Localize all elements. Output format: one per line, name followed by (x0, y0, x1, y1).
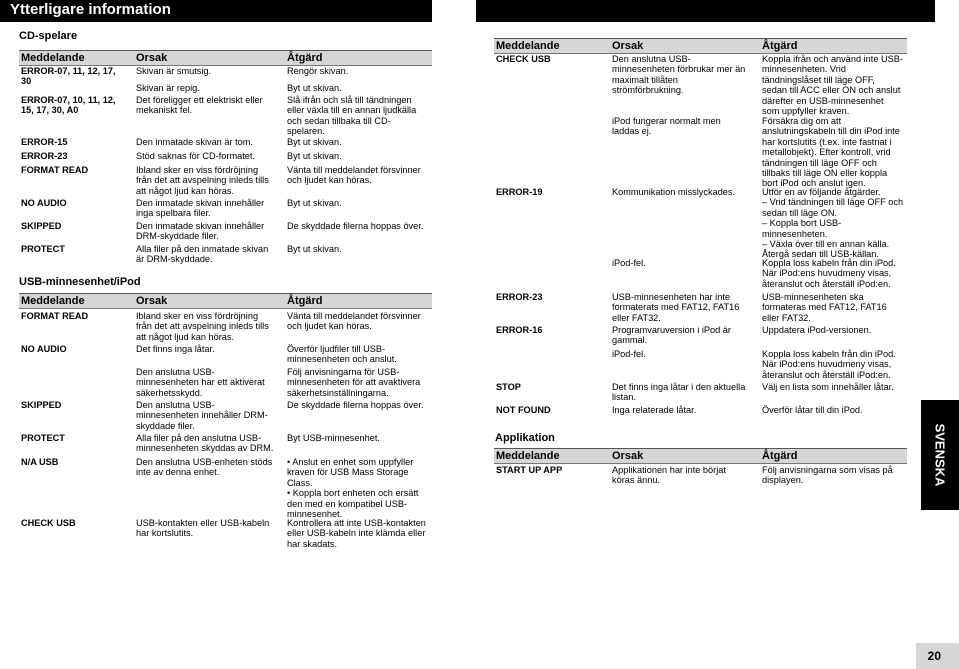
usb-table-header (19, 293, 432, 308)
row-action: tillbaks till läge ON eller koppla (762, 168, 888, 178)
row-message: ERROR-07, 10, 11, 12, (21, 95, 116, 105)
cd-table-header (19, 50, 432, 65)
row-cause: USB-minnesenheten har inte (612, 292, 730, 302)
row-cause: Ibland sker en viss fördröjning (136, 165, 259, 175)
row-action: • Koppla bort enheten och ersätt (287, 488, 419, 499)
row-cause: Applikationen har inte börjat (612, 465, 726, 475)
row-action: som uppfyller kraven. (762, 106, 850, 116)
row-message: NO AUDIO (21, 198, 67, 208)
row-action: bort iPod och anslut igen. (762, 178, 866, 189)
row-cause: minnesenheten skyddas av DRM. (136, 443, 274, 454)
row-message: SKIPPED (21, 221, 62, 231)
page-number: 20 (927, 649, 941, 663)
row-action: De skyddade filerna hoppas över. (287, 221, 424, 231)
app-header-rule (494, 463, 907, 464)
row-cause: Den inmatade skivan innehåller (136, 221, 265, 231)
column-header-action: Åtgärd (762, 40, 798, 52)
row-action: Byt ut skivan. (287, 244, 342, 254)
row-cause: iPod fungerar normalt men (612, 116, 721, 126)
row-action: Överför låtar till din iPod. (762, 405, 863, 415)
column-header-message: Meddelande (21, 295, 85, 307)
row-cause: minnesenheten innehåller DRM- (136, 410, 268, 421)
column-header-cause: Orsak (612, 40, 644, 52)
row-cause: minnesenheten har ett aktiverat (136, 377, 265, 388)
row-action: och ljudet kan höras. (287, 175, 372, 186)
row-cause: Det finns inga låtar i den aktuella (612, 382, 746, 392)
row-message: NOT FOUND (496, 405, 551, 415)
row-action: sedan till ACC eller ON och anslut (762, 85, 901, 96)
row-cause: gammal. (612, 335, 648, 346)
row-cause: mekaniskt fel. (136, 105, 193, 116)
row-cause: Den inmatade skivan är tom. (136, 137, 253, 147)
row-action: och sedan tillbaka till CD- (287, 115, 391, 126)
header-bar-right (476, 0, 935, 22)
row-cause: Skivan är smutsig. (136, 66, 212, 76)
row-cause: Alla filer på den anslutna USB- (136, 433, 262, 443)
row-message: CHECK USB (496, 54, 551, 64)
row-action: Vänta till meddelandet försvinner (287, 311, 421, 321)
row-cause: DRM-skyddade filer. (136, 231, 219, 242)
row-cause: Det föreligger ett elektriskt eller (136, 95, 263, 105)
row-message: PROTECT (21, 244, 65, 254)
column-header-cause: Orsak (136, 295, 168, 307)
column-header-action: Åtgärd (762, 450, 798, 462)
row-action: Koppla loss kabeln från din iPod. (762, 349, 896, 359)
row-cause: Den anslutna USB- (612, 54, 691, 64)
row-message: FORMAT READ (21, 165, 89, 175)
row-action: När iPod:ens huvudmeny visas, (762, 359, 892, 370)
row-cause: eller FAT32. (612, 312, 661, 323)
column-header-action: Åtgärd (287, 295, 323, 307)
column-header-cause: Orsak (136, 52, 168, 64)
row-action: Byt ut skivan. (287, 137, 342, 147)
row-action: – Koppla bort USB- (762, 218, 842, 229)
row-action: återanslut och återställ iPod:en. (762, 278, 891, 289)
row-action: Välj en lista som innehåller låtar. (762, 382, 894, 392)
section-title-cd: CD-spelare (19, 30, 78, 42)
right-table-header (494, 38, 907, 53)
row-cause: Inga relaterade låtar. (612, 405, 697, 415)
row-cause: laddas ej. (612, 126, 652, 137)
row-action: har kortslutits (t.ex. inte fastnat i (762, 136, 892, 147)
row-cause: Den anslutna USB- (136, 400, 215, 410)
row-action: minnesenheten för att avaktivera (287, 377, 421, 388)
row-cause: inga spelbara filer. (136, 208, 211, 219)
row-action: Koppla ifrån och använd inte USB- (762, 54, 903, 64)
row-message: ERROR-23 (21, 151, 68, 161)
row-action: Byt ut skivan. (287, 198, 342, 208)
row-message: N/A USB (21, 457, 59, 467)
row-action: Försäkra dig om att (762, 116, 842, 126)
row-cause: köras ännu. (612, 475, 661, 486)
column-header-message: Meddelande (496, 40, 560, 52)
row-action: därefter en USB-minnesenhet (762, 95, 884, 106)
row-cause: säkerhetsskydd. (136, 387, 203, 398)
row-cause: strömförbrukning. (612, 85, 684, 96)
row-action: Uppdatera iPod-versionen. (762, 325, 872, 335)
row-action: De skyddade filerna hoppas över. (287, 400, 424, 410)
row-cause: maximalt tillåten (612, 74, 678, 85)
row-cause: från det att avspelning inleds tills (136, 321, 269, 332)
row-action: När iPod:ens huvudmeny visas, (762, 268, 892, 279)
column-header-message: Meddelande (21, 52, 85, 64)
row-action: minnesenheten. Vrid (762, 64, 846, 75)
row-message: CHECK USB (21, 518, 76, 528)
row-action: metallobjekt). Efter kontroll, vrid (762, 147, 891, 158)
page-title-bar (0, 0, 432, 22)
row-action: – Vrid tändningen till läge OFF och (762, 197, 904, 208)
row-action: Byt ut skivan. (287, 83, 342, 93)
row-action: säkerhetsinställningarna. (287, 387, 389, 398)
row-cause: Det finns inga låtar. (136, 344, 215, 354)
row-action: USB-minnesenheten ska (762, 292, 864, 302)
row-message: ERROR-16 (496, 325, 543, 335)
row-action: Kontrollera att inte USB-kontakten (287, 518, 426, 528)
row-message: ERROR-07, 11, 12, 17, (21, 66, 116, 76)
row-action: har skadats. (287, 538, 338, 549)
row-cause: Den anslutna USB-enheten stöds (136, 457, 273, 467)
row-message: ERROR-23 (496, 292, 543, 302)
row-action: displayen. (762, 475, 804, 486)
row-cause: har kortslutits. (136, 528, 194, 539)
row-action: Återgå sedan till USB-källan. (762, 249, 879, 260)
row-action: Class. (287, 477, 313, 488)
row-action: återanslut och återställ iPod:en. (762, 369, 891, 380)
row-action: Följ anvisningarna som visas på (762, 465, 893, 475)
row-action: spelaren. (287, 126, 325, 137)
row-cause: att något ljud kan höras. (136, 331, 235, 342)
row-action: tändningslåset till läge OFF, (762, 74, 875, 85)
row-action: kraven för USB Mass Storage (287, 467, 409, 478)
row-message: START UP APP (496, 465, 563, 475)
language-tab (921, 400, 959, 510)
page-number-box (916, 643, 959, 669)
row-action: och ljudet kan höras. (287, 321, 372, 332)
row-cause: listan. (612, 392, 637, 403)
row-message: ERROR-15 (21, 137, 68, 147)
row-action: Vänta till meddelandet försvinner (287, 165, 421, 175)
row-cause: formaterats med FAT12, FAT16 (612, 302, 740, 313)
row-action: minnesenhet. (287, 509, 343, 519)
column-header-action: Åtgärd (287, 52, 323, 64)
row-cause: Programvaruversion i iPod är (612, 325, 731, 335)
row-cause: minnesenheten förbrukar mer än (612, 64, 746, 75)
column-header-cause: Orsak (612, 450, 644, 462)
row-message: PROTECT (21, 433, 65, 443)
row-message: FORMAT READ (21, 311, 89, 321)
page-title: Ytterligare information (10, 1, 171, 18)
row-action: Följ anvisningarna för USB- (287, 367, 400, 377)
row-action: Rengör skivan. (287, 66, 349, 76)
usb-header-rule (19, 308, 432, 309)
row-cause: iPod-fel. (612, 258, 646, 268)
row-action: Överför ljudfiler till USB- (287, 344, 386, 354)
column-header-message: Meddelande (496, 450, 560, 462)
row-action: Byt USB-minnesenhet. (287, 433, 380, 443)
row-action: anslutningskabeln till din iPod inte (762, 126, 900, 137)
row-action: minnesenheten och anslut. (287, 354, 397, 365)
row-cause: Ibland sker en viss fördröjning (136, 311, 259, 321)
row-action: Utför en av följande åtgärder. (762, 187, 881, 197)
row-cause: iPod-fel. (612, 349, 646, 359)
row-cause: Skivan är repig. (136, 83, 200, 93)
section-title-app: Applikation (495, 432, 555, 444)
row-cause: Den inmatade skivan innehåller (136, 198, 265, 208)
row-action: den med en kompatibel USB- (287, 498, 408, 509)
row-action: formateras med FAT12, FAT16 (762, 302, 887, 313)
row-action: minnesenheten. (762, 228, 828, 239)
row-cause: Alla filer på den inmatade skivan (136, 244, 269, 254)
row-message: SKIPPED (21, 400, 62, 410)
row-cause: Kommunikation misslyckades. (612, 187, 736, 197)
row-cause: Den anslutna USB- (136, 367, 215, 377)
row-cause: inte av denna enhet. (136, 467, 220, 478)
row-action: Slå ifrån och slå till tändningen (287, 95, 412, 105)
row-message: NO AUDIO (21, 344, 67, 354)
app-table-header (494, 448, 907, 463)
row-action: eller FAT32. (762, 312, 811, 323)
row-action: sedan till läge ON. (762, 207, 838, 218)
row-message: 15, 17, 30, A0 (21, 105, 79, 116)
row-cause: är DRM-skyddade. (136, 254, 213, 265)
row-cause: från det att avspelning inleds tills (136, 175, 269, 186)
row-action: eller USB-kabeln inte klämda eller (287, 528, 426, 539)
section-title-usb: USB-minnesenhet/iPod (19, 276, 141, 288)
row-action: tändningen till läge OFF och (762, 157, 877, 168)
row-action: Byt ut skivan. (287, 151, 342, 161)
row-message: 30 (21, 76, 32, 87)
row-cause: Stöd saknas för CD-formatet. (136, 151, 255, 161)
row-message: STOP (496, 382, 521, 392)
row-action: – Växla över till en annan källa. (762, 239, 890, 249)
row-cause: att något ljud kan höras. (136, 185, 235, 196)
row-cause: skyddade filer. (136, 420, 195, 431)
row-action: • Anslut en enhet som uppfyller (287, 457, 414, 467)
row-cause: USB-kontakten eller USB-kabeln (136, 518, 270, 528)
row-action: eller växla till en annan ljudkälla (287, 105, 417, 116)
row-action: Koppla loss kabeln från din iPod. (762, 258, 896, 268)
language-tab-label: SVENSKA (932, 423, 948, 487)
row-message: ERROR-19 (496, 187, 543, 197)
